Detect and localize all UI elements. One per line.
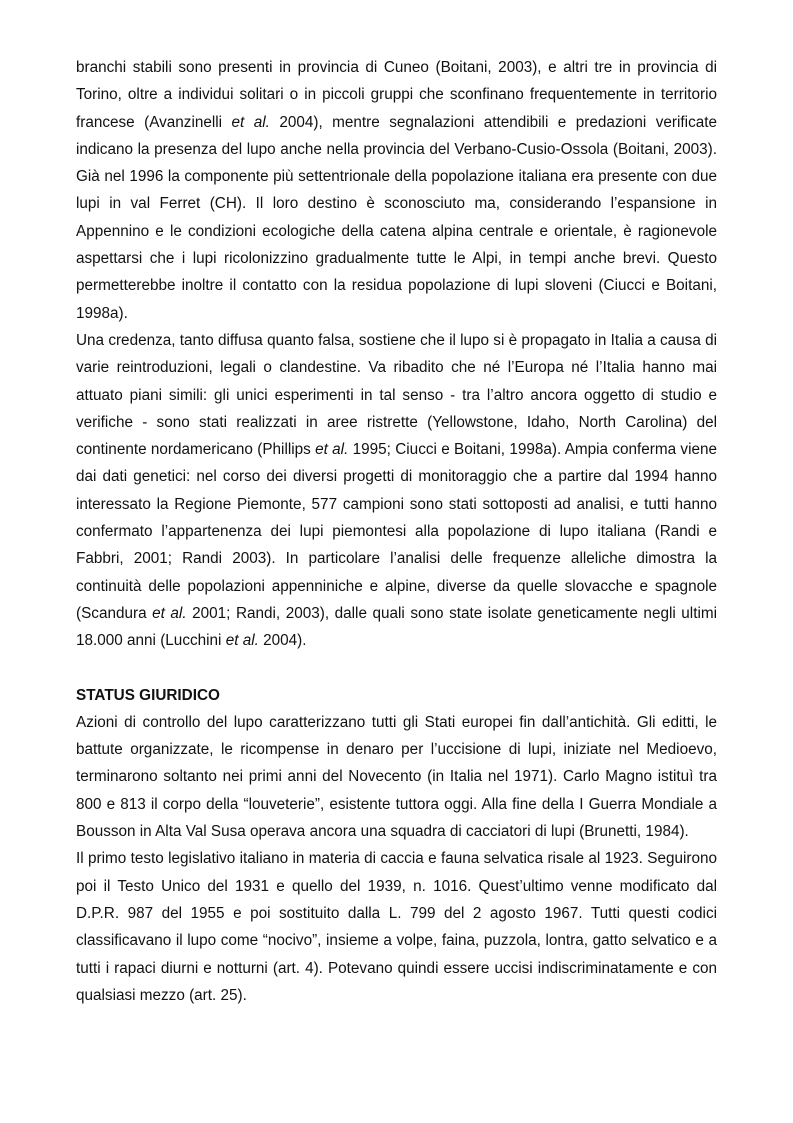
paragraph-wolf-distribution [76, 54, 717, 327]
italic-citation-text: et al. [231, 113, 270, 131]
text-run: Azioni di controllo del lupo caratterizzano tutti gli Stati europei fin dall’antichità. Gli editti, le battute organizzate, le ricompense in denaro per l’uccisione di lupi, iniziate nel Medioevo, terminarono soltanto nei primi anni del Novecento (in Italia nel 1971). Carlo Magno istituì tra 800 e 813 il corpo della “louveterie”, esistente tuttora oggi. Alla fine della I Guerra Mondiale a Bousson in Alta Val Susa operava ancora una squadra di cacciatori di lupi (Brunetti, 1984). [76, 713, 717, 841]
text-run: Il primo testo legislativo italiano in materia di caccia e fauna selvatica risale al 1923. Seguirono poi il Testo Unico del 1931 e quello del 1939, n. 1016. Quest’ultimo venne modificato dal D.P.R. 987 del 1955 e poi sostituito dalla L. 799 del 2 agosto 1967. Tutti questi codici classificavano il lupo come “nocivo”, insieme a volpe, faina, puzzola, lontra, gatto selvatico e a tutti i rapaci diurni e notturni (art. 4). Potevano quindi essere uccisi indiscriminatamente e con qualsiasi mezzo (art. 25). [76, 850, 717, 1004]
text-run: 2001; Randi, 2003), dalle quali sono state isolate geneticamente negli ultimi 18.000 anni (Lucchini [76, 604, 717, 650]
section-spacer [76, 655, 717, 682]
paragraph-reintroduction-myth [76, 327, 717, 655]
text-run: Una credenza, tanto diffusa quanto falsa, sostiene che il lupo si è propagato in Italia a causa di varie reintroduzioni, legali o clandestine. Va ribadito che né l’Europa né l’Italia hanno mai attuato piani simili: gli unici esperimenti in tal senso - tra l’altro ancora oggetto di studio e verifiche - sono stati realizzati in aree ristrette (Yellowstone, Idaho, North Carolina) del continente nordamericano (Phillips [76, 331, 717, 459]
italic-citation-text: et al. [152, 604, 187, 622]
italic-citation-text: et al. [225, 632, 259, 650]
text-run: 2004). [258, 632, 307, 650]
text-run: 1995; Ciucci e Boitani, 1998a). Ampia conferma viene dai dati genetici: nel corso dei diversi progetti di monitoraggio che a partire dal 1994 hanno interessato la Regione Piemonte, 577 campioni sono stati sottoposti ad analisi, e tutti hanno confermato l’appartenenza dei lupi piemontesi alla popolazione di lupo italiana (Randi e Fabbri, 2001; Randi 2003). In particolare l’analisi delle frequenze alleliche dimostra la continuità delle popolazioni appenniniche e alpine, diverse da quelle slovacche e spagnole (Scandura [76, 441, 717, 622]
italic-citation-text: et al. [315, 441, 349, 459]
text-run: branchi stabili sono presenti in provincia di Cuneo (Boitani, 2003), e altri tre in provincia di Torino, oltre a individui solitari o in piccoli gruppi che sconfinano frequentemente in territorio francese (Avanzinelli [76, 59, 717, 131]
paragraph-hunting-legislation [76, 845, 717, 1009]
text-run: 2004), mentre segnalazioni attendibili e predazioni verificate indicano la presenza del lupo anche nella provincia del Verbano-Cusio-Ossola (Boitani, 2003). Già nel 1996 la componente più settentrionale della popolazione italiana era presente con due lupi in val Ferret (CH). Il loro destino è sconosciuto ma, considerando l’espansione in Appennino e le condizioni ecologiche della catena alpina centrale e orientale, è ragionevole aspettarsi che i lupi ricolonizzino gradualmente tutte le Alpi, in tempi anche brevi. Questo permetterebbe inoltre il contatto con la residua popolazione di lupi sloveni (Ciucci e Boitani, 1998a). [76, 113, 717, 322]
paragraph-historical-control [76, 709, 717, 845]
section-heading: STATUS GIURIDICO [76, 686, 220, 704]
document-page [76, 54, 717, 1009]
